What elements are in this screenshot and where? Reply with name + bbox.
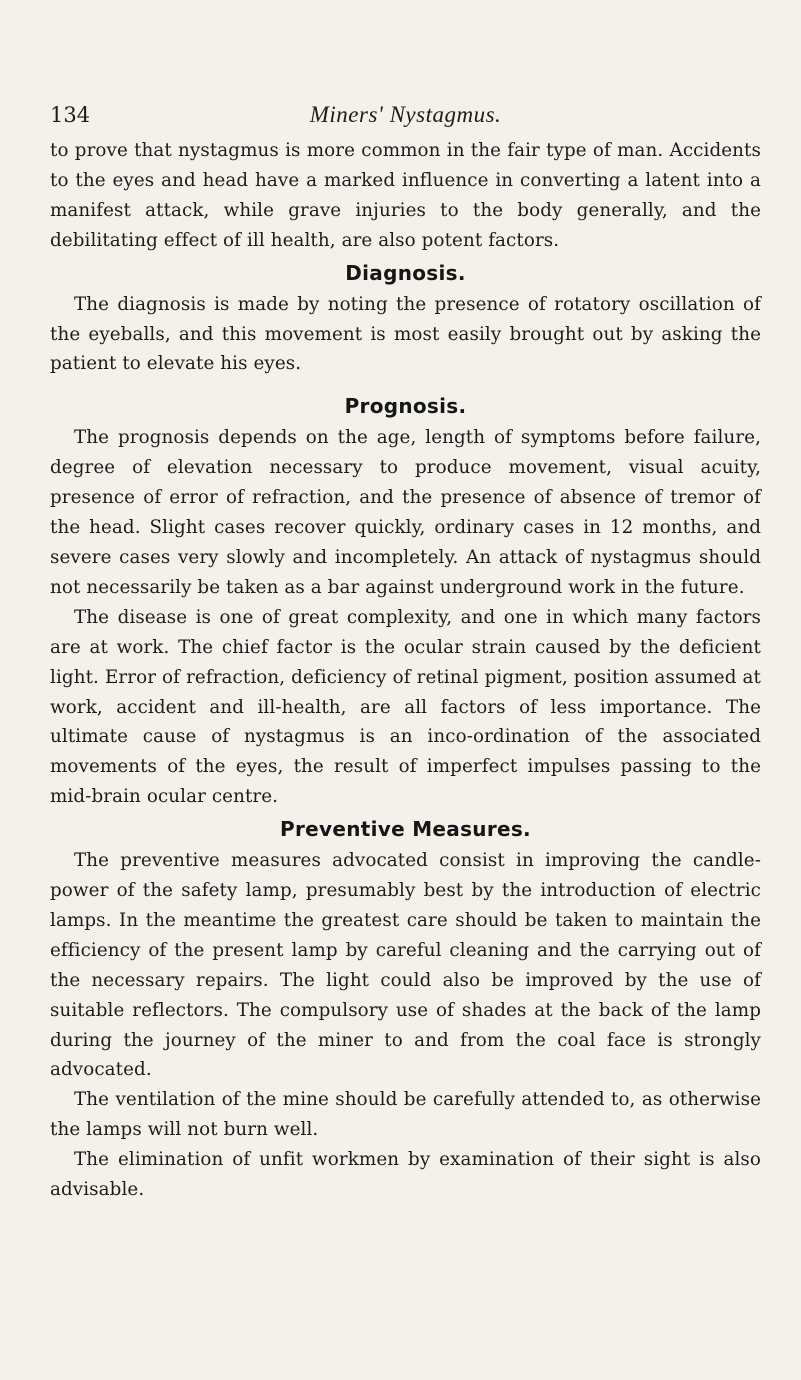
paragraph-elimination: The elimination of unfit workmen by examination of their sight is also advisable.	[50, 1149, 761, 1201]
heading-diagnosis: Diagnosis.	[345, 260, 466, 285]
running-head	[50, 100, 761, 136]
page-number: 134	[50, 103, 91, 127]
paragraph-ventilation: The ventilation of the mine should be carefully attended to, as otherwise the lamps will not burn well.	[50, 1089, 761, 1141]
heading-preventive-measures: Preventive Measures.	[280, 817, 531, 842]
heading-prognosis: Prognosis.	[344, 394, 467, 419]
paragraph-opening: to prove that nystagmus is more common in the fair type of man. Accidents to the eyes and head have a marked influence in converting a latent into a manifest attack, while grave injuries to the body generally, and the debilitating effect of ill health, are also potent factors.	[50, 140, 761, 251]
paragraph-prognosis: The prognosis depends on the age, length of symptoms before failure, degree of elevation necessary to produce movement, visual acuity, presence of error of refraction, and the presence of absence of tremor of the head. Slight cases recover quickly, ordinary cases in 12 months, and severe cases very slowly and incompletely. An attack of nystagmus should not necessarily be taken as a bar against underground work in the future.	[50, 427, 761, 598]
book-page	[50, 100, 761, 1205]
running-title: Miners' Nystagmus.	[309, 102, 502, 127]
paragraph-disease-complexity: The disease is one of great complexity, and one in which many factors are at work. The chief factor is the ocular strain caused by the deficient light. Error of refraction, deficiency of retinal pigment, position assumed at work, accident and ill-health, are all factors of less importance. The ultimate cause of nystagmus is an inco-ordination of the associated movements of the eyes, the result of imperfect impulses passing to the mid-brain ocular centre.	[50, 606, 761, 808]
paragraph-diagnosis: The diagnosis is made by noting the presence of rotatory oscillation of the eyeballs, and this movement is most easily brought out by asking the patient to elevate his eyes.	[50, 293, 761, 375]
paragraph-preventive-measures: The preventive measures advocated consist in improving the candle-power of the safety lamp, presumably best by the introduction of electric lamps. In the meantime the greatest care should be taken to maintain the efficiency of the present lamp by careful cleaning and the carrying out of the necessary repairs. The light could also be improved by the use of suitable reflectors. The compulsory use of shades at the back of the lamp during the journey of the miner to and from the coal face is strongly advocated.	[50, 850, 761, 1081]
